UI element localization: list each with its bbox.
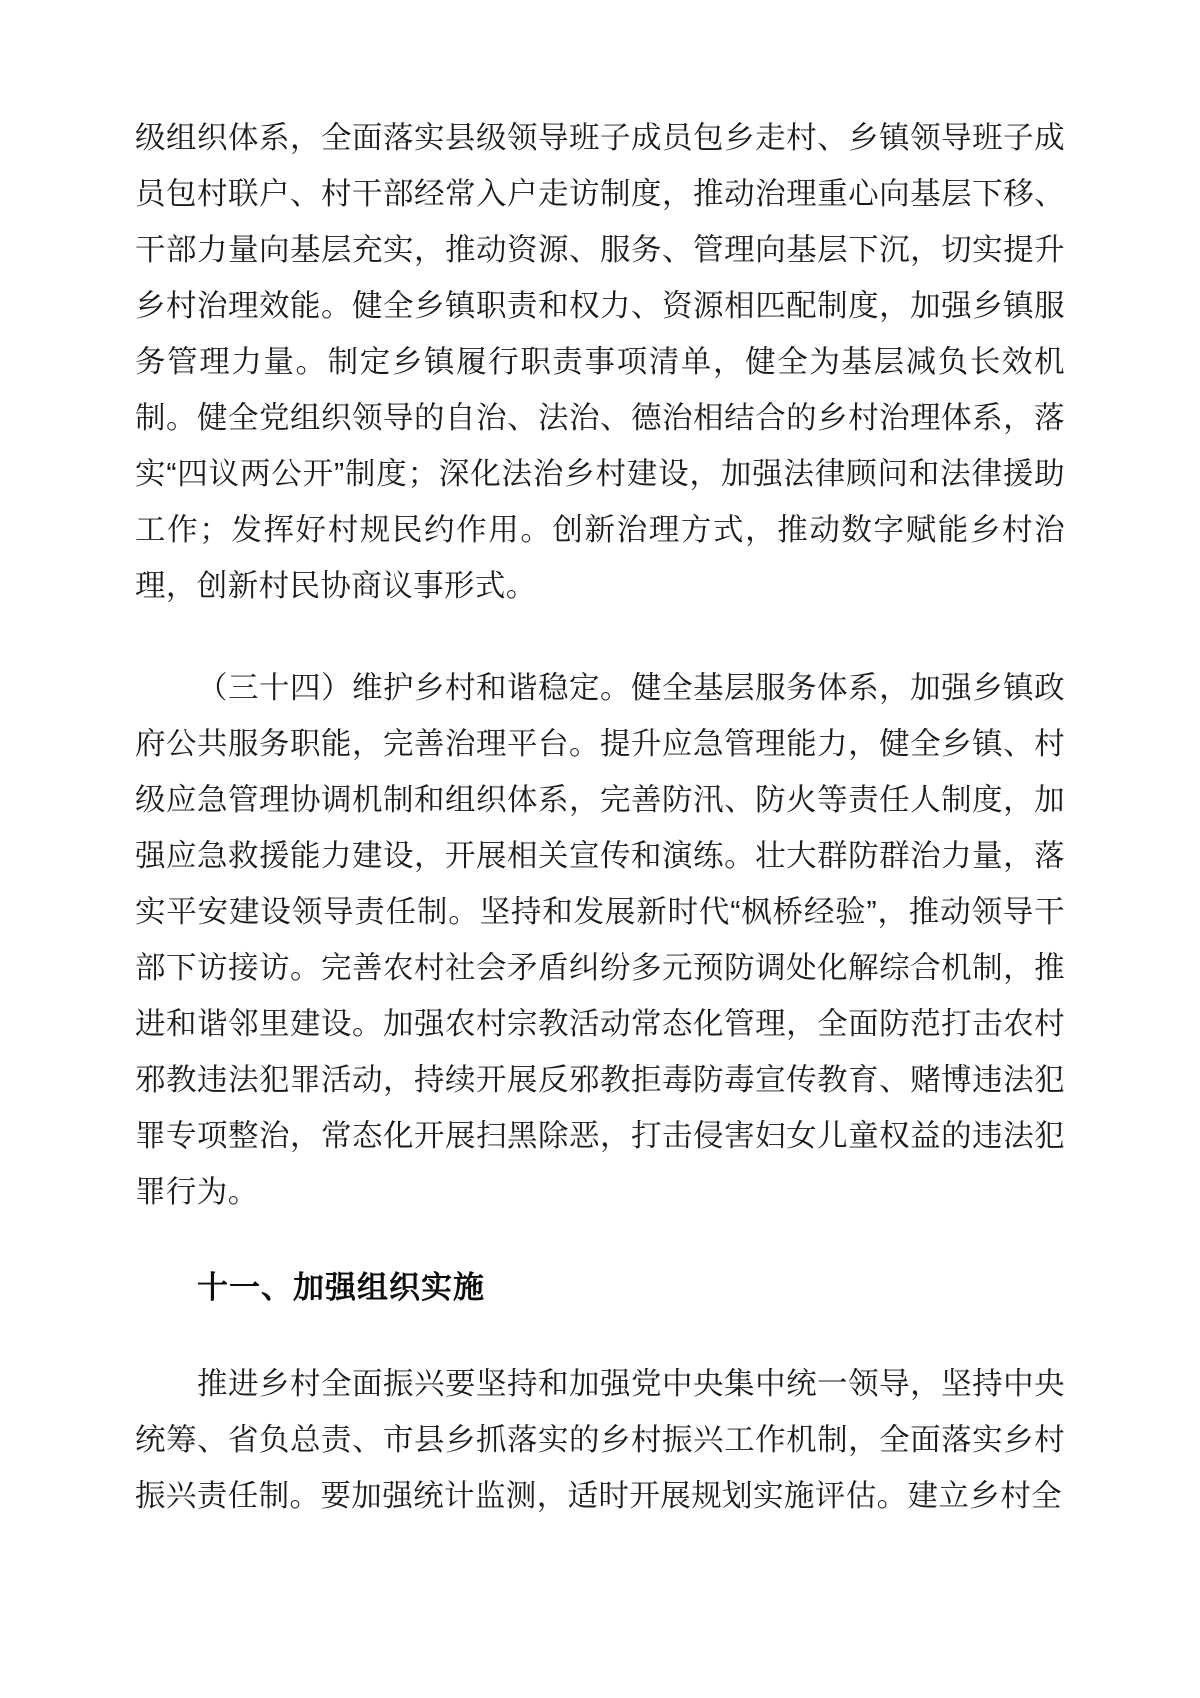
section-heading-eleven: 十一、加强组织实施 [197, 1270, 485, 1305]
document-body [135, 110, 1065, 1524]
heading-spacer-bottom [135, 1316, 1065, 1356]
paragraph-continued-governance: 级组织体系，全面落实县级领导班子成员包乡走村、乡镇领导班子成员包村联户、村干部经常入户走访制度，推动治理重心向基层下移、干部力量向基层充实，推动资源、服务、管理向基层下沉，切实提升乡村治理效能。健全乡镇职责和权力、资源相匹配制度，加强乡镇服务管理力量。制定乡镇履行职责事项清单，健全为基层减负长效机制。健全党组织领导的自治、法治、德治相结合的乡村治理体系，落实“四议两公开”制度；深化法治乡村建设，加强法律顾问和法律援助工作；发挥好村规民约作用。创新治理方式，推动数字赋能乡村治理，创新村民协商议事形式。 [135, 121, 1065, 603]
paragraph-spacer [135, 614, 1065, 660]
paragraph-organization-implementation: 推进乡村全面振兴要坚持和加强党中央集中统一领导，坚持中央统筹、省负总责、市县乡抓落实的乡村振兴工作机制，全面落实乡村振兴责任制。要加强统计监测，适时开展规划实施评估。建立乡村全 [135, 1367, 1065, 1513]
paragraph-item-34: （三十四）维护乡村和谐稳定。健全基层服务体系，加强乡镇政府公共服务职能，完善治理平台。提升应急管理能力，健全乡镇、村级应急管理协调机制和组织体系，完善防汛、防火等责任人制度，加强应急救援能力建设，开展相关宣传和演练。壮大群防群治力量，落实平安建设领导责任制。坚持和发展新时代“枫桥经验”，推动领导干部下访接访。完善农村社会矛盾纠纷多元预防调处化解综合机制，推进和谐邻里建设。加强农村宗教活动常态化管理，全面防范打击农村邪教违法犯罪活动，持续开展反邪教拒毒防毒宣传教育、赌博违法犯罪专项整治，常态化开展扫黑除恶，打击侵害妇女儿童权益的违法犯罪行为。 [135, 671, 1065, 1209]
heading-spacer-top [135, 1220, 1065, 1260]
